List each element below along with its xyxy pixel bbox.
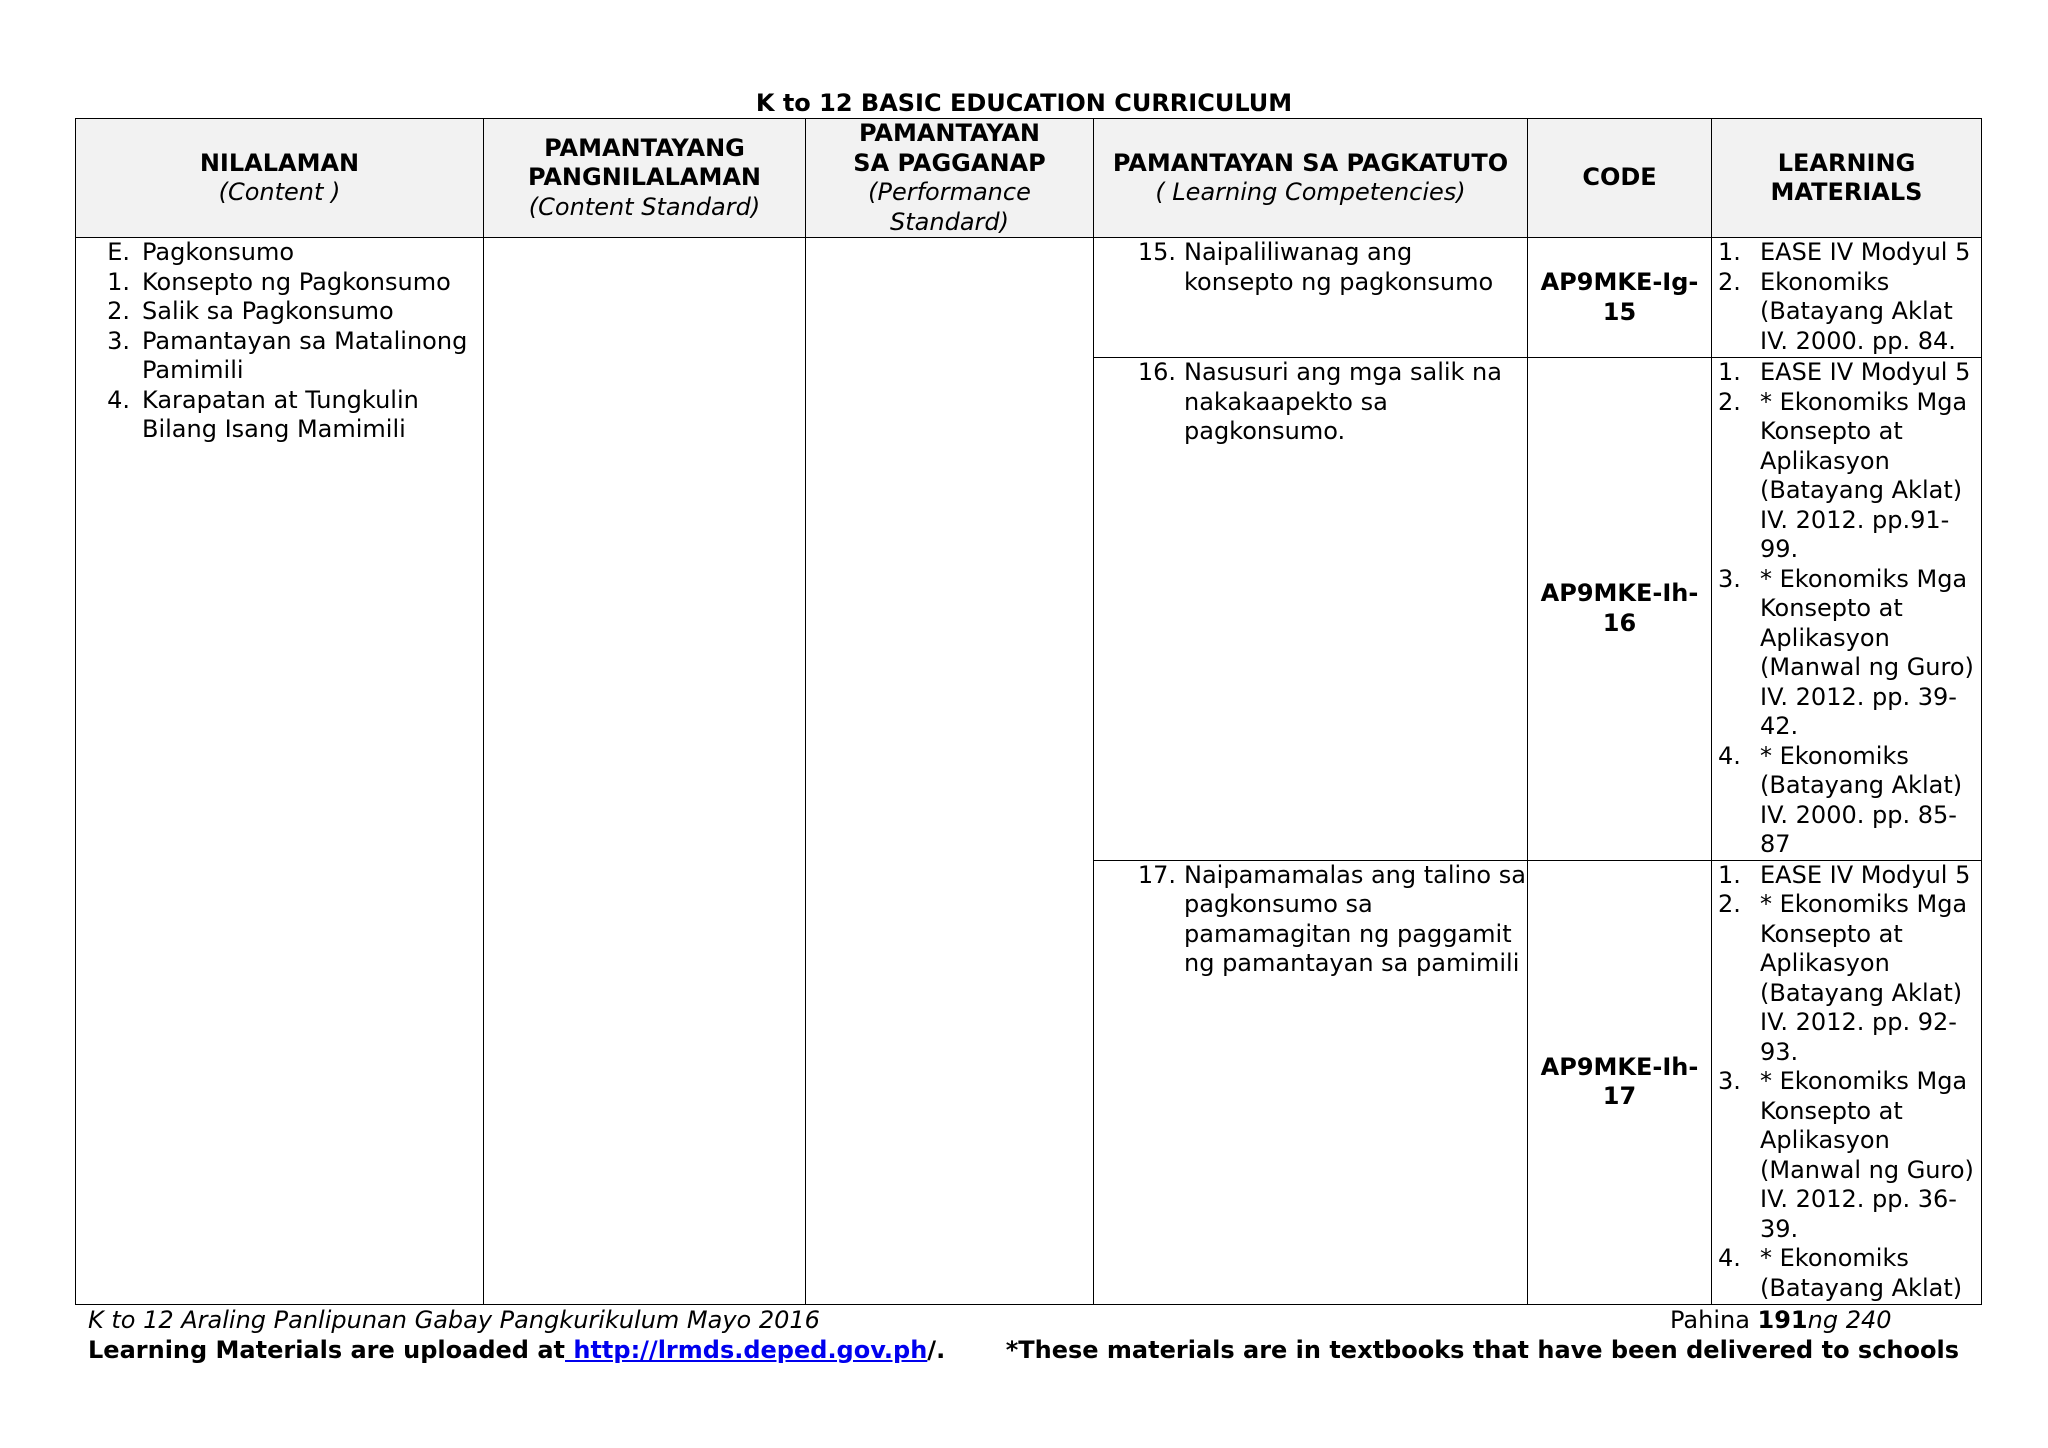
competency-cell [1094,238,1528,358]
header-content-standard-label-1: PAMANTAYANG [544,133,745,162]
footer-upload-note [88,1336,945,1364]
header-materials [1712,119,1982,238]
header-code-label: CODE [1582,163,1657,192]
content-list [76,238,483,445]
material-number: 3. [1718,564,1741,593]
competency-item [1094,861,1527,979]
upload-end: /. [927,1336,946,1364]
document-title: K to 12 BASIC EDUCATION CURRICULUM [755,89,1293,117]
content-cell [76,238,484,1305]
material-text: Ekonomiks (Batayang Aklat IV. 2000. pp. 84. [1760,267,1956,355]
table-row [76,238,1982,358]
header-materials-label-2: MATERIALS [1770,178,1923,206]
materials-cell [1712,860,1982,1304]
content-item-number: 2. [107,297,130,325]
material-number: 3. [1718,1067,1741,1095]
code-line-2: 17 [1602,1082,1637,1110]
footer-guide-title: K to 12 Araling Panlipunan Gabay Pangkurikulum Mayo 2016 [88,1306,820,1334]
code-line-1: AP9MKE-Ih- [1540,579,1699,608]
curriculum-table [75,118,1982,1305]
material-number: 1. [1718,358,1741,386]
competency-number: 16. [1137,358,1176,386]
header-content-label: NILALAMAN [199,148,360,177]
material-number: 4. [1718,741,1741,770]
content-item-number: 4. [107,385,130,414]
content-item [76,268,483,298]
content-item [76,238,483,268]
code-line-1: AP9MKE-Ih- [1540,1052,1699,1081]
material-item [1712,1244,1981,1303]
header-content [76,119,484,238]
material-text: EASE IV Modyul 5 [1760,358,1971,386]
header-materials-label-1: LEARNING [1777,148,1916,177]
code-cell [1528,358,1712,861]
code-cell [1528,238,1712,358]
competency-text: Naipaliliwanag ang konsepto ng pagkonsumo [1184,238,1494,296]
competency-item [1094,238,1527,297]
page-current: 191 [1757,1306,1808,1334]
content-item-text: Salik sa Pagkonsumo [142,297,394,325]
code-line-2: 15 [1602,297,1637,326]
material-text: EASE IV Modyul 5 [1760,860,1971,889]
performance-standard-cell [806,238,1094,1305]
competency-number: 17. [1137,860,1176,889]
competency-text: Naipamamalas ang talino sa pagkonsumo sa pamamagitan ng paggamit ng pamantayan sa pamimili [1184,860,1526,977]
header-content-standard-sub: (Content Standard) [528,192,761,221]
competency-cell [1094,358,1528,861]
page-prefix: Pahina [1670,1306,1758,1334]
material-number: 1. [1718,860,1741,889]
material-item [1712,861,1981,891]
material-item [1712,890,1981,1067]
material-number: 2. [1718,890,1741,918]
content-standard-cell [484,238,806,1305]
competency-item [1094,358,1527,447]
material-item [1712,388,1981,565]
code-cell [1528,860,1712,1304]
content-item-number: E. [107,238,130,266]
content-item-text: Konsepto ng Pagkonsumo [142,267,451,296]
content-item [76,386,483,445]
materials-cell [1712,238,1982,358]
header-competencies-sub: ( Learning Competencies) [1155,178,1466,206]
material-text: * Ekonomiks Mga Konsepto at Aplikasyon (Manwal ng Guro) IV. 2012. pp. 39-42. [1760,564,1974,740]
table-header-row [76,119,1982,238]
material-item [1712,565,1981,742]
material-text: EASE IV Modyul 5 [1760,238,1971,266]
material-number: 1. [1718,238,1741,266]
material-text: * Ekonomiks Mga Konsepto at Aplikasyon (Manwal ng Guro) IV. 2012. pp. 36-39. [1760,1067,1974,1243]
material-item [1712,1067,1981,1244]
material-item [1712,358,1981,388]
header-code [1528,119,1712,238]
header-competencies-label: PAMANTAYAN SA PAGKATUTO [1112,148,1509,177]
footer-materials-note: *These materials are in textbooks that have been delivered to schools [1005,1336,1959,1364]
competency-cell [1094,860,1528,1304]
code-line-2: 16 [1602,608,1637,637]
page-total: ng 240 [1807,1306,1892,1334]
competency-number: 15. [1137,238,1176,266]
header-content-sub: (Content ) [218,178,341,206]
material-number: 2. [1718,267,1741,296]
content-item-text: Pagkonsumo [142,238,295,266]
material-item [1712,238,1981,268]
header-competencies [1094,119,1528,238]
material-number: 4. [1718,1244,1741,1272]
material-text: * Ekonomiks Mga Konsepto at Aplikasyon (Batayang Aklat) IV. 2012. pp. 92-93. [1760,890,1968,1066]
content-item-text: Karapatan at Tungkulin Bilang Isang Mamimili [142,385,419,443]
header-performance-standard-label-1: PAMANTAYAN [858,119,1041,147]
header-performance-standard-label-2: SA PAGGANAP [853,148,1046,177]
material-text: * Ekonomiks (Batayang Aklat) IV. 2000. pp. 85-87 [1760,741,1963,858]
material-item [1712,742,1981,860]
content-item-number: 3. [107,326,130,355]
material-number: 2. [1718,387,1741,416]
material-text: * Ekonomiks (Batayang Aklat) [1760,1244,1963,1302]
lrmds-link[interactable]: http://lrmds.deped.gov.ph [565,1336,928,1364]
upload-text: Learning Materials are uploaded at [88,1336,565,1364]
content-item-number: 1. [107,267,130,296]
header-content-standard-label-2: PANGNILALAMAN [527,163,762,192]
header-performance-standard-sub: (Performance Standard) [868,178,1031,236]
content-item [76,327,483,386]
code-line-1: AP9MKE-Ig- [1540,268,1699,296]
content-item-text: Pamantayan sa Matalinong Pamimili [142,326,468,384]
material-item [1712,268,1981,357]
material-text: * Ekonomiks Mga Konsepto at Aplikasyon (Batayang Aklat) IV. 2012. pp.91-99. [1760,387,1968,563]
competency-text: Nasusuri ang mga salik na nakakaapekto sa pagkonsumo. [1184,358,1502,445]
header-performance-standard [806,119,1094,238]
header-content-standard [484,119,806,238]
footer-page-number [1670,1306,1892,1334]
content-item [76,297,483,327]
materials-cell [1712,358,1982,861]
